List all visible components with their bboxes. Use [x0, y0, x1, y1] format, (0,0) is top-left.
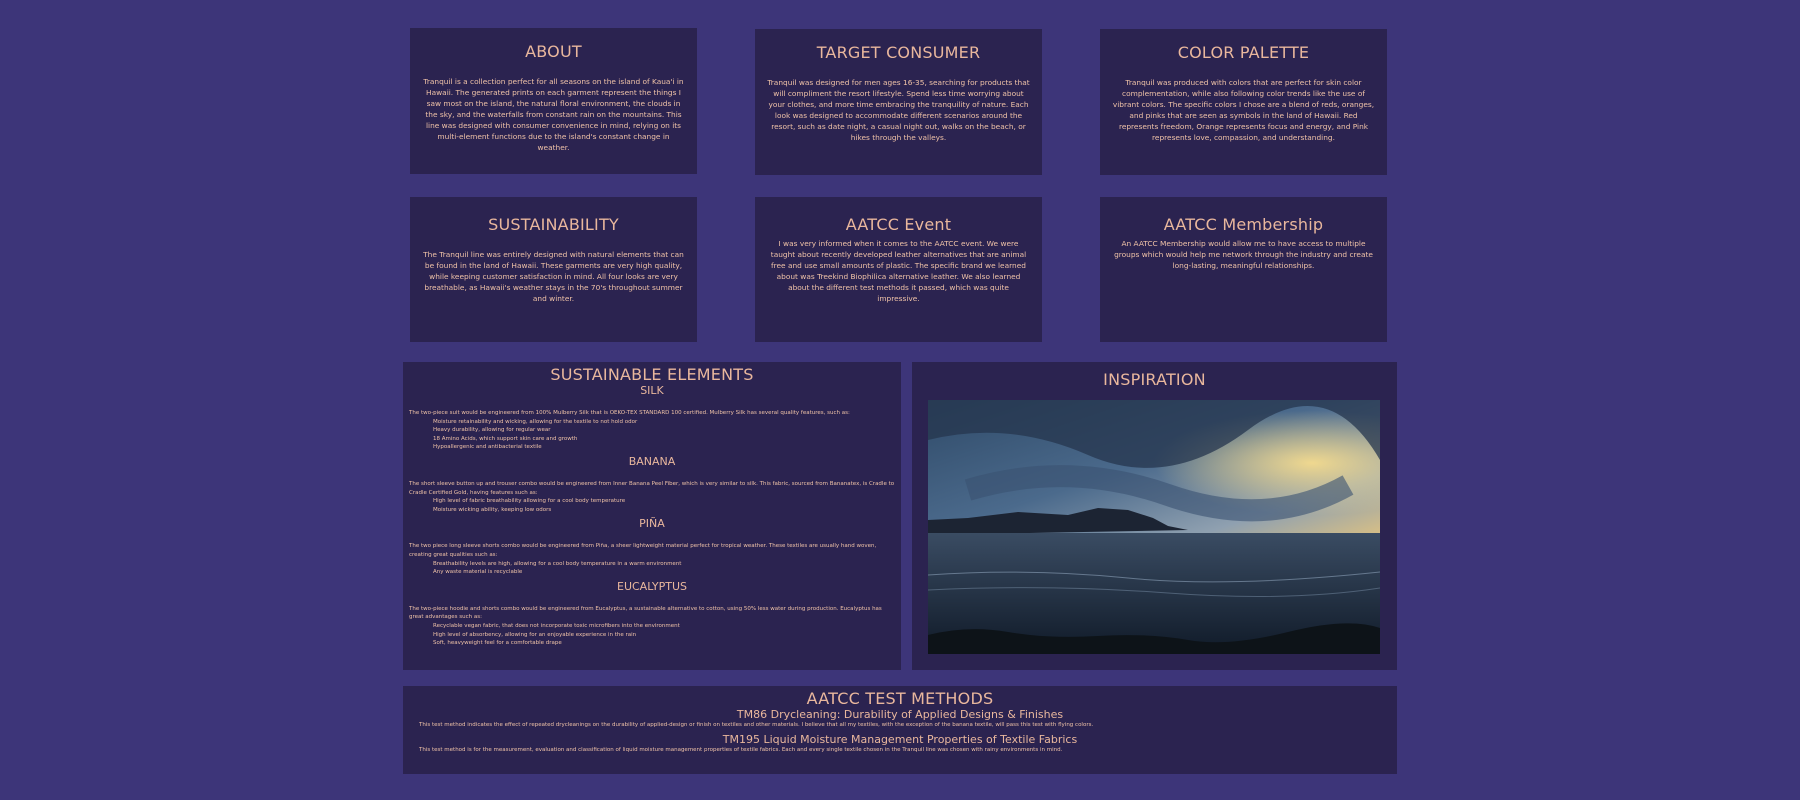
- aatcc-event-card: [755, 197, 1042, 342]
- about-text: Tranquil is a collection perfect for all seasons on the island of Kaua'i in Hawaii. The generated prints on each garment represent the things I saw most on the island, the natural floral environment, the clouds in the sky, and the waterfalls from constant rain on the mountains. This line was designed with consumer convenience in mind, relying on its multi-element functions due to the island's constant change in weather.: [423, 77, 684, 152]
- color-palette-title: COLOR PALETTE: [1177, 43, 1310, 62]
- aatcc-event-text: I was very informed when it comes to the AATCC event. We were taught about recently developed leather alternatives that are animal free and use small amounts of plastic. The specific brand we learned about was Treekind Biophilica alternative leather. We also learned about the different test methods it passed, which was quite impressive.: [770, 239, 1027, 303]
- element-heading: PIÑA: [639, 517, 665, 531]
- test-method-text: This test method indicates the effect of repeated drycleanings on the durability of applied-design or finish on textiles and other materials. I believe that all my textiles, with the exception of the banana textile, will pass this test with flying colors.: [419, 722, 1094, 728]
- sustainable-elements-list: [409, 384, 895, 651]
- inspiration-title: INSPIRATION: [1103, 370, 1206, 389]
- element-intro: The short sleeve button up and trouser combo would be engineered from Inner Banana Peel Fiber, which is very similar to silk. This fabric, sourced from Bananatex, is Cradle to Cradle Certified Gold, having features such as:: [409, 480, 895, 496]
- aatcc-membership-text: An AATCC Membership would allow me to have access to multiple groups which would help me network through the industry and create long-lasting, meaningful relationships.: [1114, 239, 1373, 270]
- target-consumer-card: [755, 29, 1042, 175]
- sustainability-text: The Tranquil line was entirely designed with natural elements that can be found in the land of Hawaii. These garments are very high quality, while keeping customer satisfaction in mind. All four looks are very breathable, as Hawaii's weather stays in the 70's throughout summer and winter.: [423, 250, 684, 303]
- color-palette-card: [1100, 29, 1387, 175]
- element-bullet: 18 Amino Acids, which support skin care and growth: [433, 435, 578, 442]
- aatcc-event-title: AATCC Event: [845, 215, 952, 234]
- element-bullet: Heavy durability, allowing for regular wear: [433, 427, 551, 434]
- element-bullet: High level of absorbency, allowing for an enjoyable experience in the rain: [433, 631, 637, 638]
- test-method-name: TM195 Liquid Moisture Management Properties of Textile Fabrics: [722, 732, 1078, 746]
- sustainability-card: [410, 197, 697, 342]
- test-methods-title: AATCC TEST METHODS: [806, 689, 994, 708]
- element-bullet: Any waste material is recyclable: [433, 569, 523, 576]
- inspiration-photo: [928, 400, 1380, 654]
- aatcc-membership-card: [1100, 197, 1387, 342]
- target-consumer-text: Tranquil was designed for men ages 16-35, searching for products that will compliment the resort lifestyle. Spend less time worrying about your clothes, and more time embracing the tranquility of nature. Each look was designed to accommodate different scenarios around the resort, such as date night, a casual night out, walks on the beach, or hikes through the valleys.: [767, 78, 1030, 142]
- test-method-text: This test method is for the measurement, evaluation and classification of liquid moisture management properties of textile fabrics. Each and every single textile chosen in the Tranquil line was chosen with rainy environments in mind.: [419, 746, 1063, 753]
- element-intro: The two piece long sleeve shorts combo would be engineered from Piña, a sheer lightweight material perfect for tropical weather. These textiles are usually hand woven, creating great qualities such as:: [409, 543, 877, 558]
- element-bullet: Moisture retainability and wicking, allowing for the textile to not hold odor: [433, 418, 638, 425]
- aatcc-membership-title: AATCC Membership: [1163, 215, 1324, 234]
- element-heading: BANANA: [628, 454, 676, 468]
- test-method-name: TM86 Drycleaning: Durability of Applied Designs & Finishes: [736, 708, 1064, 721]
- sustainability-title: SUSTAINABILITY: [488, 215, 619, 234]
- element-bullet: Recyclable vegan fabric, that does not incorporate toxic microfibers into the environment: [433, 622, 680, 629]
- element-bullet: Breathability levels are high, allowing for a cool body temperature in a warm environment: [433, 560, 682, 567]
- color-palette-text: Tranquil was produced with colors that are perfect for skin color complementation, while also following color trends like the use of vibrant colors. The specific colors I chose are a blend of reds, oranges, and pinks that are seen as symbols in the land of Hawaii. Red represents freedom, Orange represents focus and energy, and Pink represents love, compassion, and understanding.: [1112, 78, 1375, 142]
- inspiration-card: [912, 362, 1397, 670]
- element-bullet: High level of fabric breathability allowing for a cool body temperature: [433, 498, 626, 505]
- element-heading: SILK: [640, 384, 664, 397]
- element-bullet: Hypoallergenic and antibacterial textile: [433, 444, 542, 451]
- test-methods-list: [419, 708, 1381, 754]
- element-bullet: Soft, heavyweight feel for a comfortable drape: [433, 640, 562, 647]
- element-bullet: Moisture wicking ability, keeping low odors: [433, 506, 552, 513]
- sustainable-elements-title: SUSTAINABLE ELEMENTS: [550, 365, 754, 384]
- sustainable-elements-card: [403, 362, 901, 670]
- about-card: [410, 28, 697, 174]
- test-methods-card: [403, 686, 1397, 774]
- about-title: ABOUT: [525, 42, 582, 61]
- target-consumer-title: TARGET CONSUMER: [816, 43, 981, 62]
- element-intro: The two-piece suit would be engineered from 100% Mulberry Silk that is OEKO-TEX STANDARD 100 certified. Mulberry Silk has several quality features, such as:: [409, 410, 850, 416]
- element-intro: The two-piece hoodie and shorts combo would be engineered from Eucalyptus, a sustainable alternative to cotton, using 50% less water during production. Eucalyptus has great advantages such as:: [409, 605, 882, 621]
- element-heading: EUCALYPTUS: [617, 579, 687, 593]
